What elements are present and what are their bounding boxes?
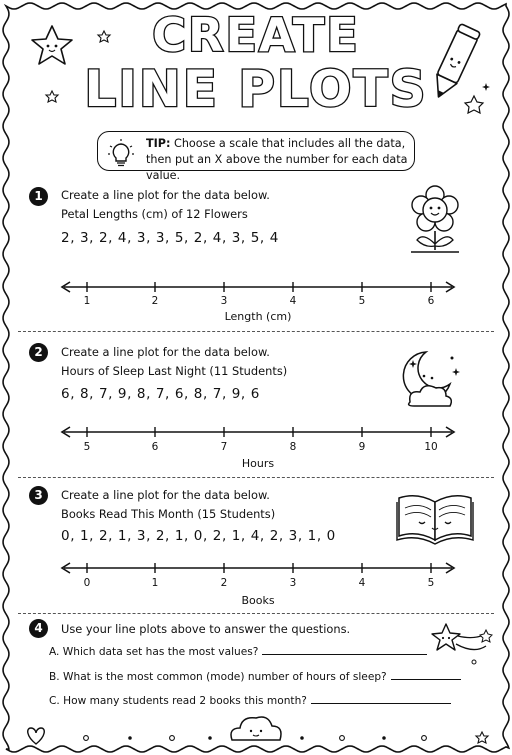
problem-1-tick-label: 3 xyxy=(220,295,228,307)
problem-3-tick-label: 3 xyxy=(289,577,297,589)
title-line-2: LINE PLOTS xyxy=(84,60,428,118)
title-line-1: CREATE xyxy=(152,8,360,62)
cloud-face-icon xyxy=(231,717,281,740)
problem-1-number: 1 xyxy=(29,187,48,206)
problem-3-dataset-title: Books Read This Month (15 Students) xyxy=(61,507,276,521)
problem-1-tick-label: 2 xyxy=(151,295,159,307)
problem-3-instruction: Create a line plot for the data below. xyxy=(61,488,270,502)
problem-3-tick-label: 2 xyxy=(220,577,228,589)
problem-2-instruction: Create a line plot for the data below. xyxy=(61,345,270,359)
problem-3-values: 0, 1, 2, 1, 3, 2, 1, 0, 2, 1, 4, 2, 3, 1, 0 xyxy=(61,528,336,544)
problem-1-instruction: Create a line plot for the data below. xyxy=(61,188,270,202)
problem-3-tick-label: 0 xyxy=(83,577,91,589)
problem-2-tick-label: 6 xyxy=(151,441,159,453)
problem-3-tick-label: 5 xyxy=(427,577,435,589)
tip-box xyxy=(97,131,415,182)
question-b xyxy=(49,671,461,683)
problem-1-tick-label: 4 xyxy=(289,295,297,307)
problem-3-axis-label: Books xyxy=(241,594,275,607)
moon-cloud-icon xyxy=(403,352,460,406)
problem-2-number: 2 xyxy=(29,343,48,362)
problem-1-dataset-title: Petal Lengths (cm) of 12 Flowers xyxy=(61,207,248,221)
problem-2-tick-label: 8 xyxy=(289,441,297,453)
questions-instruction: Use your line plots above to answer the questions. xyxy=(61,622,351,636)
problem-2-dataset-title: Hours of Sleep Last Night (11 Students) xyxy=(61,364,288,378)
open-book-icon xyxy=(397,496,473,544)
section-divider xyxy=(18,331,494,332)
tip-body: Choose a scale that includes all the data, then put an X above the number for each data value. xyxy=(146,137,408,182)
problem-3-tick-label: 4 xyxy=(358,577,366,589)
problem-2-values: 6, 8, 7, 9, 8, 7, 6, 8, 7, 9, 6 xyxy=(61,386,260,402)
tip-label: TIP: xyxy=(146,137,171,150)
answer-c-line[interactable] xyxy=(311,703,451,704)
flower-icon xyxy=(411,186,459,252)
heart-icon xyxy=(28,728,45,744)
problem-2-tick-label: 10 xyxy=(424,441,438,453)
section-divider xyxy=(18,613,494,614)
problem-1-tick-label: 5 xyxy=(358,295,366,307)
question-c xyxy=(49,695,451,707)
question-c-text: C. How many students read 2 books this month? xyxy=(49,695,307,707)
answer-b-line[interactable] xyxy=(391,679,461,680)
question-b-text: B. What is the most common (mode) number of hours of sleep? xyxy=(49,671,387,683)
tip-text xyxy=(146,136,414,184)
lightbulb-icon xyxy=(106,138,136,168)
question-a xyxy=(49,646,427,658)
answer-a-line[interactable] xyxy=(262,654,427,655)
problem-1-tick-label: 1 xyxy=(83,295,91,307)
problem-2-tick-label: 7 xyxy=(220,441,228,453)
shooting-star-icon xyxy=(432,624,492,650)
problem-3-number: 3 xyxy=(29,486,48,505)
problem-1-tick-label: 6 xyxy=(427,295,435,307)
section-divider xyxy=(18,477,494,478)
problem-1-axis-label: Length (cm) xyxy=(224,310,292,323)
question-a-text: A. Which data set has the most values? xyxy=(49,646,259,658)
small-star-icon xyxy=(476,732,488,743)
problem-2-tick-label: 9 xyxy=(358,441,366,453)
questions-number: 4 xyxy=(29,619,48,638)
problem-2-tick-label: 5 xyxy=(83,441,91,453)
problem-3-tick-label: 1 xyxy=(151,577,159,589)
problem-1-values: 2, 3, 2, 4, 3, 3, 5, 2, 4, 3, 5, 4 xyxy=(61,230,279,246)
problem-2-axis-label: Hours xyxy=(241,457,275,470)
